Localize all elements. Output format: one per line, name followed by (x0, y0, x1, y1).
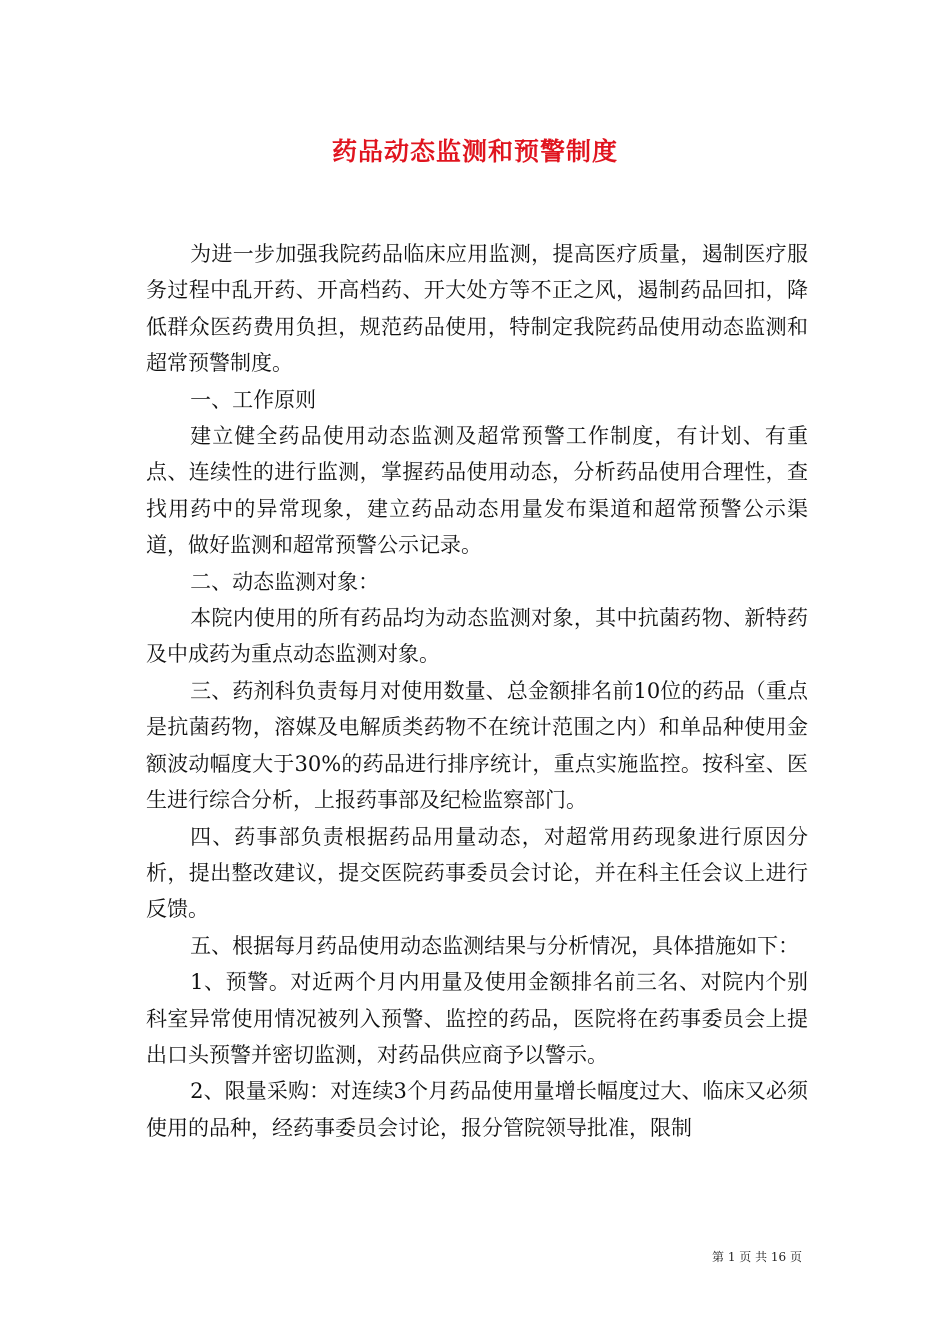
page-number: 第 1 页 共 16 页 (712, 1250, 802, 1264)
paragraph-measures-intro: 五、根据每月药品使用动态监测结果与分析情况，具体措施如下： (190, 933, 800, 958)
paragraph-monitoring-targets: 本院内使用的所有药品均为动态监测对象，其中抗菌药物、新特药及中成药为重点动态监测对象。 (146, 606, 808, 667)
document-title: 药品动态监测和预警制度 (331, 137, 618, 166)
heading-principles: 一、工作原则 (190, 387, 317, 412)
paragraph-warning: 1、预警。对近两个月内用量及使用金额排名前三名、对院内个别科室异常使用情况被列入预警、监控的药品，医院将在药事委员会上提出口头预警并密切监测，对药品供应商予以警示。 (146, 970, 808, 1067)
paragraph-limited-purchase: 2、限量采购：对连续3个月药品使用量增长幅度过大、临床又必须使用的品种，经药事委员会讨论，报分管院领导批准，限制 (146, 1079, 808, 1140)
document-body (146, 236, 808, 1146)
paragraph-pharmacy-duty: 三、药剂科负责每月对使用数量、总金额排名前10位的药品（重点是抗菌药物，溶媒及电解质类药物不在统计范围之内）和单品种使用金额波动幅度大于30%的药品进行排序统计，重点实施监控。按科室、医生进行综合分析，上报药事部及纪检监察部门。 (146, 678, 808, 813)
paragraph-principles: 建立健全药品使用动态监测及超常预警工作制度，有计划、有重点、连续性的进行监测，掌握药品使用动态，分析药品使用合理性，查找用药中的异常现象，建立药品动态用量发布渠道和超常预警公示渠道，做好监测和超常预警公示记录。 (146, 424, 808, 558)
heading-monitoring-targets: 二、动态监测对象： (190, 569, 380, 594)
paragraph-affairs-duty: 四、药事部负责根据药品用量动态，对超常用药现象进行原因分析，提出整改建议，提交医院药事委员会讨论，并在科主任会议上进行反馈。 (146, 824, 808, 922)
paragraph-intro: 为进一步加强我院药品临床应用监测，提高医疗质量，遏制医疗服务过程中乱开药、开高档药、开大处方等不正之风，遏制药品回扣，降低群众医药费用负担，规范药品使用，特制定我院药品使用动态监测和超常预警制度。 (146, 242, 808, 376)
